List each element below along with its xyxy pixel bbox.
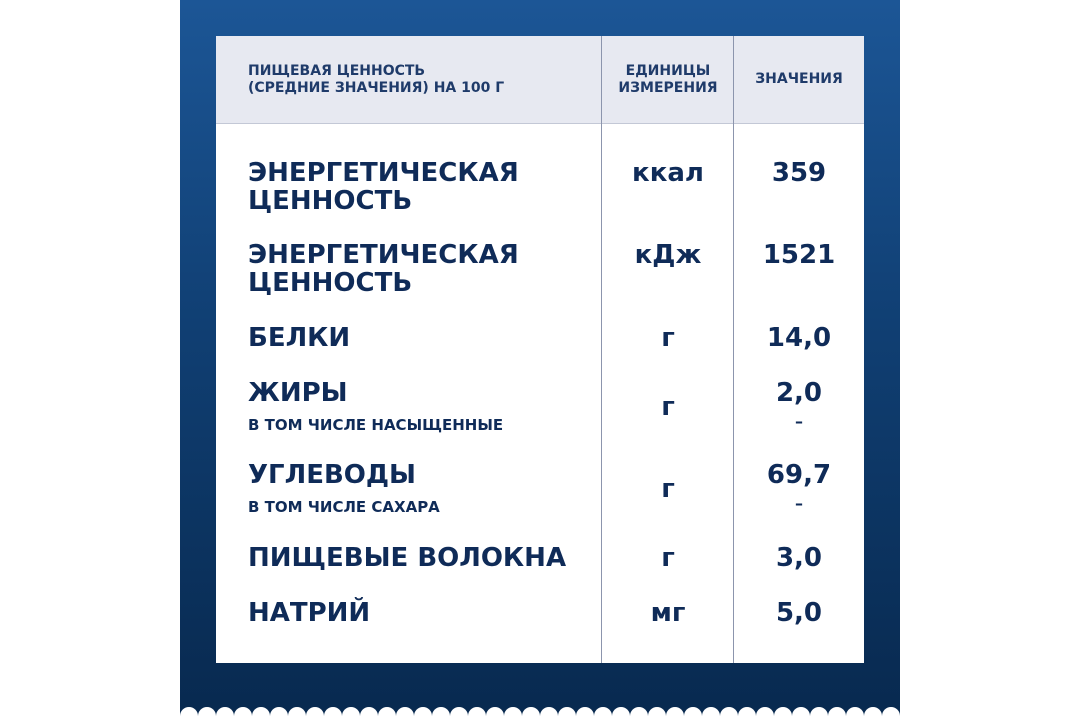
row-name: ПИЩЕВЫЕ ВОЛОКНА [248,543,567,573]
row-value: 69,7 [766,460,832,490]
row-name: ЖИРЫ [248,378,348,408]
scalloped-edge [180,696,900,720]
row-name: УГЛЕВОДЫ [248,460,416,490]
row-name: ЭНЕРГЕТИЧЕСКАЯ ЦЕННОСТЬ [248,240,519,298]
row-name: БЕЛКИ [248,323,351,353]
row-value: 14,0 [766,323,832,353]
row-subname: В ТОМ ЧИСЛЕ САХАРА [248,498,440,516]
row-unit: кДж [634,240,702,270]
background-panel [180,0,900,720]
row-unit: мг [650,598,686,628]
row-unit: г [661,474,675,504]
header-units: ЕДИНИЦЫ ИЗМЕРЕНИЯ [618,62,718,96]
row-subname: В ТОМ ЧИСЛЕ НАСЫЩЕННЫЕ [248,416,504,434]
row-value: 5,0 [775,598,823,628]
row-unit: г [661,323,675,353]
header-nutrient: ПИЩЕВАЯ ЦЕННОСТЬ (СРЕДНИЕ ЗНАЧЕНИЯ) НА 100 Г [248,62,505,96]
header-values: ЗНАЧЕНИЯ [755,71,843,87]
row-name: НАТРИЙ [248,598,371,628]
row-value: 3,0 [775,543,823,573]
row-value: 359 [771,158,827,188]
row-unit: г [661,392,675,422]
row-subvalue: – [795,494,803,513]
row-value: 2,0 [775,378,823,408]
nutrition-table [216,36,864,663]
row-subvalue: – [795,412,803,431]
row-name: ЭНЕРГЕТИЧЕСКАЯ ЦЕННОСТЬ [248,158,519,216]
row-unit: г [661,543,675,573]
row-value: 1521 [762,240,836,270]
row-unit: ккал [632,158,704,188]
